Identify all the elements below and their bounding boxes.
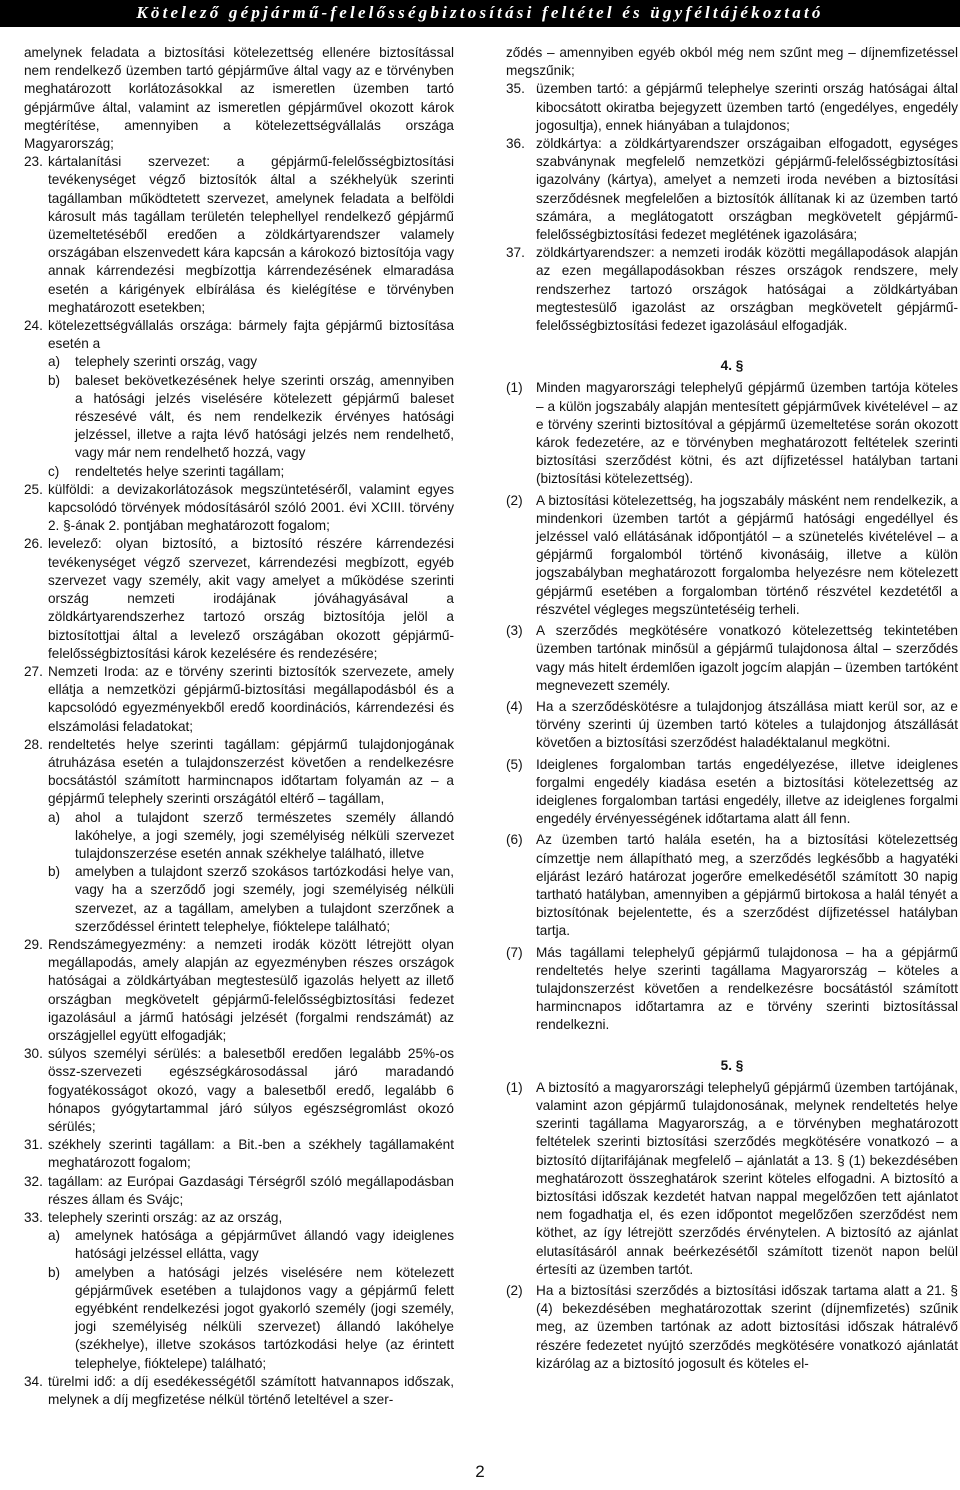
item-number: 37.: [506, 245, 525, 261]
right-continuation-paragraph: ződés – amennyiben egyéb okból még nem szűnt meg – díjnemfizetéssel megszűnik;: [506, 45, 958, 79]
definition-item: [24, 317, 454, 481]
item-text: türelmi idő: a díj esedékességétől számított hatvannapos időszak, melynek a díj megfizetése nélkül történő leteltével a szer-: [48, 1373, 454, 1408]
item-text: telephely szerinti ország: az az ország,: [48, 1210, 283, 1225]
paragraph-number: (3): [506, 623, 523, 639]
sub-item-label: a): [48, 1228, 61, 1244]
section-paragraph: [506, 492, 958, 619]
sub-item-label: a): [48, 809, 61, 825]
item-number: 36.: [506, 136, 525, 152]
paragraph-text: Az üzemben tartó halála esetén, ha a biztosítási kötelezettség címzettje nem állapítható meg, a szerződés legkésőbb a hagyatéki eljárást lezáró határozat jogerőre emelkedésétől számított 30 napig tartható hatályban, amennyiben a gépjármű birtokosa a halál tényét a biztosítónak bejelentette, és a szerződést díjfizetéssel hatályban tartja.: [536, 832, 958, 939]
item-body: [48, 936, 454, 1045]
sub-item: [48, 353, 454, 371]
definition-item: [24, 1136, 454, 1172]
section-paragraph: [506, 944, 958, 1035]
item-number: 31.: [24, 1137, 43, 1153]
paragraph-text: Minden magyarországi telephelyű gépjármű üzemben tartója köteles – a külön jogszabály alapján mentesített gépjárművek kivételével – az e törvény szerinti biztosítóval a gépjármű üzemeltetése során okozott károk fedezetére, az e törvényben meghatározott feltételek szerinti biztosítási szerződést kötni, és azt díjfizetéssel hatályban tartani (biztosítási kötelezettség).: [536, 380, 958, 487]
paragraph-text: A biztosítási kötelezettség, ha jogszabály másként nem rendelkezik, a mindenkori üzemben tartót a gépjármű hatósági engedéllyel és jelzéssel való ellátásának időpontjától – a szünetelés kivételével – a gépjármű forgalomból történő kivonásáig, illetve a külön jogszabályban meghatározott forgalomba helyezésre nem kötelezett gépjármű esetében a forgalomban történő részvétel kezdetétől a részvétel végleges megszüntetéséig terheli.: [536, 492, 958, 617]
definition-item: [24, 481, 454, 536]
item-number: 25.: [24, 481, 43, 497]
item-number: 35.: [506, 81, 525, 97]
item-body: [536, 80, 958, 135]
paragraph-number: (2): [506, 1283, 523, 1298]
paragraph-number: (1): [506, 380, 523, 396]
item-number: 33.: [24, 1210, 43, 1225]
item-text: levelező: olyan biztosító, a biztosító részére kárrendezési tevékenységet végző szervezet, kárrendezési megbízott, egyéb szervezet vagy személy, akit vagy amelyet a működése szerinti ország nemzeti irodájának jóváhagyásával a zöldkártyarendszerhez tartozó ország biztosítója jelöl a biztosítottjai által a levelező országában okozott gépjármű-felelősségbiztosítási károk kezelésére és rendezésére;: [48, 536, 454, 661]
item-body: [48, 1373, 454, 1409]
definition-item: [24, 936, 454, 1045]
section-heading: 4. §: [720, 358, 744, 374]
definition-item: [24, 153, 454, 317]
item-number: 26.: [24, 536, 43, 552]
right-sections: [506, 357, 958, 1373]
definition-item: [24, 1173, 454, 1209]
item-text: tagállam: az Európai Gazdasági Térségről szóló megállapodásban részes állam és Svájc;: [48, 1173, 454, 1207]
item-number: 27.: [24, 663, 43, 679]
paragraph-text: Ha a szerződéskötésre a tulajdonjog átszállása miatt kerül sor, az e törvény szerinti új üzemben tartó köteles a tulajdonjog átszállását követően a biztosítási szerződést haladéktalanul megkötni.: [536, 698, 958, 751]
right-definition-list: [506, 80, 958, 335]
item-body: [48, 1045, 454, 1136]
paragraph-text: Más tagállami telephelyű gépjármű tulajdonosa – ha a gépjármű rendeltetés helye szerinti tagállama Magyarország – köteles a tulajdonszerzést követően a rendelkezésre bocsátástól számított harmincnapos időtartamra az e törvény szerinti biztosítással rendelkezni.: [536, 944, 958, 1033]
section-paragraph: [506, 1282, 958, 1373]
sub-item-label: a): [48, 354, 61, 370]
item-text: Nemzeti Iroda: az e törvény szerinti biztosítók szervezete, amely ellátja a nemzetközi gépjármű-biztosítási megállapodásból és a kapcsolódó egyezményekből eredő koordinációs, kárrendezési és elszámolási feladatokat;: [48, 663, 454, 734]
item-body: [48, 317, 454, 481]
item-body: [48, 535, 454, 662]
page-number: 2: [475, 1462, 485, 1481]
definition-item: [506, 80, 958, 135]
sub-item-text: rendeltetés helye szerinti tagállam;: [75, 463, 285, 479]
item-body: [536, 135, 958, 244]
sub-item: [48, 809, 454, 864]
sub-item-label: b): [48, 372, 61, 388]
left-definition-list: [24, 153, 454, 1409]
item-body: [48, 1209, 454, 1373]
section-paragraph: [506, 622, 958, 695]
item-text: kötelezettségvállalás országa: bármely fajta gépjármű biztosítása esetén a: [48, 318, 454, 352]
sub-item-label: c): [48, 463, 60, 479]
item-body: [536, 244, 958, 335]
item-text: zöldkártyarendszer: a nemzeti irodák közötti megállapodások alapján az ezen megállapodásokban részes országok rendszere, mely rendszerhez tartozó országok hatóságai a zöldkártyában megtestesülő igazolást az országban megkövetelt gépjármű-felelősségbiztosítási fedezet igazolásául elfogadják.: [536, 245, 958, 334]
definition-item: [24, 1209, 454, 1373]
sub-item-text: amelyben a tulajdont szerző szokásos tartózkodási helye van, vagy ha a szerződő jogi személy, jogi személyiség nélküli szervezet, az a tagállam, amelyben a tulajdont szerzőnek a szerződéssel érintett telephelye, fióktelepe található;: [75, 864, 454, 934]
sub-item: [48, 863, 454, 936]
definition-item: [24, 663, 454, 736]
paragraph-text: A szerződés megkötésére vonatkozó kötelezettség tekintetében üzemben tartónak minősül a gépjármű tulajdonosa által – szerződés vagy más hitelt érdemlően igazolt jogcím alapján – üzemben tartóként megnevezett személy.: [536, 623, 958, 693]
item-text: zöldkártya: a zöldkártyarendszer országaiban elfogadott, egységes szabványnak megfelelő nemzetközi gépjármű-felelősségbiztosítási igazolvány (kártya), amelyet a nemzeti iroda nevében a biztosítási szerződésnek megfelelően a biztosítók állítanak ki az üzemben tartó számára, a meglátogatott országban megkövetelt gépjármű-felelősségbiztosítási fedezet meglétének igazolására;: [536, 136, 958, 243]
item-text: kártalanítási szervezet: a gépjármű-felelősségbiztosítási tevékenységet végző biztosítók által a székhelyük szerinti tagállamban működtetett szervezet, amelynek feladata a belföldi károsult más tagállam területén telephellyel rendelkező gépjármű üzemeltetéséből eredően a zöldkártyarendszer valamely országában elszenvedett kára kapcsán a károkozó biztosítója vagy annak kárrendezési megbízottja kárrendezésének elmaradása esetén a kárigények elbírálása és kielégítése e törvényben meghatározott esetekben;: [48, 154, 454, 315]
section-heading: 5. §: [720, 1057, 744, 1073]
definition-item: [506, 135, 958, 244]
paragraph-number: (2): [506, 492, 523, 508]
item-body: [48, 153, 454, 317]
paragraph-text: Ha a biztosítási szerződés a biztosítási időszak tartama alatt a 21. § (4) bekezdésében meghatározottak szerint (díjnemfizetés) szűnik meg, az üzemben tartónak az adott biztosítási időszak hátralévő részére fedezetet nyújtó szerződés megkötésére vonatkozó ajánlatát kizárólag az a biztosító jogosult és köteles el-: [536, 1283, 958, 1371]
sub-item: [48, 1227, 454, 1263]
section-paragraph: [506, 831, 958, 940]
paragraph-text: Ideiglenes forgalomban tartás engedélyezése, illetve ideiglenes forgalmi engedély kiadása esetén a biztosítási kötelezettség az ideiglenes forgalomban tartási engedély, illetve az ideiglenes forgalmi engedély érvényességének időtartama alatt áll fenn.: [536, 756, 958, 827]
item-text: külföldi: a devizakorlátozások megszüntetéséről, valamint egyes kapcsolódó törvények módosításáról szóló 2001. évi XCIII. törvény 2. §-ának 2. pontjában meghatározott fogalom;: [48, 481, 454, 534]
sub-item: [48, 463, 454, 481]
left-intro-paragraph: amelynek feladata a biztosítási kötelezettség ellenére biztosítással nem rendelkező üzemben tartó gépjárműve által vagy az e törvényben meghatározott korlátozásokkal az ismeretlen üzemben tartó gépjárműve által, valamint az ismeretlen gépjárművel okozott károk megtérítése, amennyiben a kötelezettségvállalás országa Magyarország;: [24, 45, 454, 152]
definition-item: [506, 244, 958, 335]
item-text: Rendszámegyezmény: a nemzeti irodák között létrejött olyan megállapodás, amely alapján az egyezményben részes országok hatóságai a zöldkártyában megtestesülő igazolás helyett az illető országban megkövetelt gépjármű-felelősségbiztosítási fedezet igazolásául a jármű hatósági jelzését (forgalmi rendszámát) az országjellel együtt elfogadják;: [48, 936, 454, 1043]
paragraph-text: A biztosító a magyarországi telephelyű gépjármű üzemben tartójának, valamint azon gépjármű tulajdonosának, melynek rendeltetés helye szerinti tagállama Magyarország, a e törvényben meghatározott feltételek szerinti biztosítási szerződés megkötésére vonatkozó – a biztosító díjtarifájának megfelelő – ajánlatát a 13. § (1) bekezdésében meghatározott összeghatárok szerint köteles elfogadni. A biztosító a biztosítási időszak kezdetét hatvan nappal megelőzően tett ajánlatot nem fogadhatja el, és ezen időpontot megelőzően szerződést nem köthet, az így létrejött szerződés érvénytelen. A biztosító az ajánlat elutasításáról annak beérkezésétől számított tizenöt napon belül értesíti az üzemben tartót.: [536, 1079, 958, 1277]
item-number: 34.: [24, 1373, 43, 1389]
paragraph-number: (5): [506, 756, 523, 772]
item-text: súlyos személyi sérülés: a balesetből eredően legalább 25%-os össz-szervezeti egészségkárosodással járó maradandó fogyatékosságot okozó, vagy a balesetből eredő, legalább 6 hónapos gyógytartammal járó súlyos egészségromlást okozó sérülés;: [48, 1046, 454, 1134]
paragraph-number: (1): [506, 1079, 523, 1095]
item-number: 29.: [24, 936, 43, 952]
section-paragraph: [506, 756, 958, 829]
sub-item: [48, 372, 454, 463]
item-body: [48, 663, 454, 736]
right-column: [506, 44, 958, 1376]
definition-item: [24, 535, 454, 662]
item-number: 32.: [24, 1173, 43, 1189]
item-number: 28.: [24, 736, 43, 752]
item-text: üzemben tartó: a gépjármű telephelye szerinti ország hatóságai által kibocsátott okiratba bejegyzett üzemben tartó (engedélyes, engedély jogosultja), ennek hiányában a tulajdonos;: [536, 81, 958, 133]
item-text: székhely szerinti tagállam: a Bit.-ben a székhely tagállamaként meghatározott fogalom;: [48, 1137, 454, 1171]
item-text: rendeltetés helye szerinti tagállam: gépjármű tulajdonjogának átruházása esetén a tulajdonszerzést követően a rendelkezésre bocsátástól számított harmincnapos időtartam folyamán az – a gépjármű telephely szerinti országától eltérő – tagállam,: [48, 736, 454, 807]
sub-item-label: b): [48, 1264, 61, 1280]
item-body: [48, 1136, 454, 1172]
section-paragraph: [506, 1079, 958, 1279]
sub-item: [48, 1264, 454, 1373]
paragraph-number: (6): [506, 832, 523, 848]
definition-item: [24, 1045, 454, 1136]
sub-item-text: baleset bekövetkezésének helye szerinti ország, amennyiben a hatósági jelzés viselésére kötelezett gépjármű baleset részesévé vált, és nem rendelkezik érvényes hatósági jelzéssel, illetve a rajta lévő hatósági jelzés nem rendelhető, vagy már nem rendelhető hozzá, vagy: [75, 372, 454, 461]
sub-item-text: telephely szerinti ország, vagy: [75, 354, 258, 370]
sub-item-text: amelyben a hatósági jelzés viselésére nem kötelezett gépjárművek esetében a tulajdonos vagy a gépjármű felett egyébként rendelkezési jogot gyakorló személy (jogi személy, jogi személyiség nélküli szervezet) állandó lakóhelye (székhelye), illetve szokásos tartózkodási helye (az érintett telephelye, fióktelepe) található;: [75, 1264, 454, 1371]
item-number: 24.: [24, 318, 43, 334]
sub-item-label: b): [48, 864, 61, 880]
item-number: 30.: [24, 1046, 43, 1062]
section-paragraph: [506, 379, 958, 488]
item-body: [48, 1173, 454, 1209]
section-paragraph: [506, 698, 958, 753]
item-body: [48, 736, 454, 936]
definition-item: [24, 1373, 454, 1409]
page-header: Kötelező gépjármű-felelősségbiztosítási feltétel és ügyféltájékoztató: [0, 0, 960, 27]
sub-item-text: ahol a tulajdont szerző természetes személy állandó lakóhelye, a jogi személy, jogi személyiség nélküli szervezet tulajdonszerzése esetén annak székhelye található, illetve: [75, 809, 454, 861]
item-body: [48, 481, 454, 536]
paragraph-number: (4): [506, 698, 523, 714]
left-column: [24, 44, 454, 1409]
paragraph-number: (7): [506, 944, 523, 960]
sub-item-text: amelynek hatósága a gépjárművet állandó vagy ideiglenes hatósági jelzéssel ellátta, vagy: [75, 1228, 454, 1262]
item-number: 23.: [24, 154, 43, 170]
definition-item: [24, 736, 454, 936]
